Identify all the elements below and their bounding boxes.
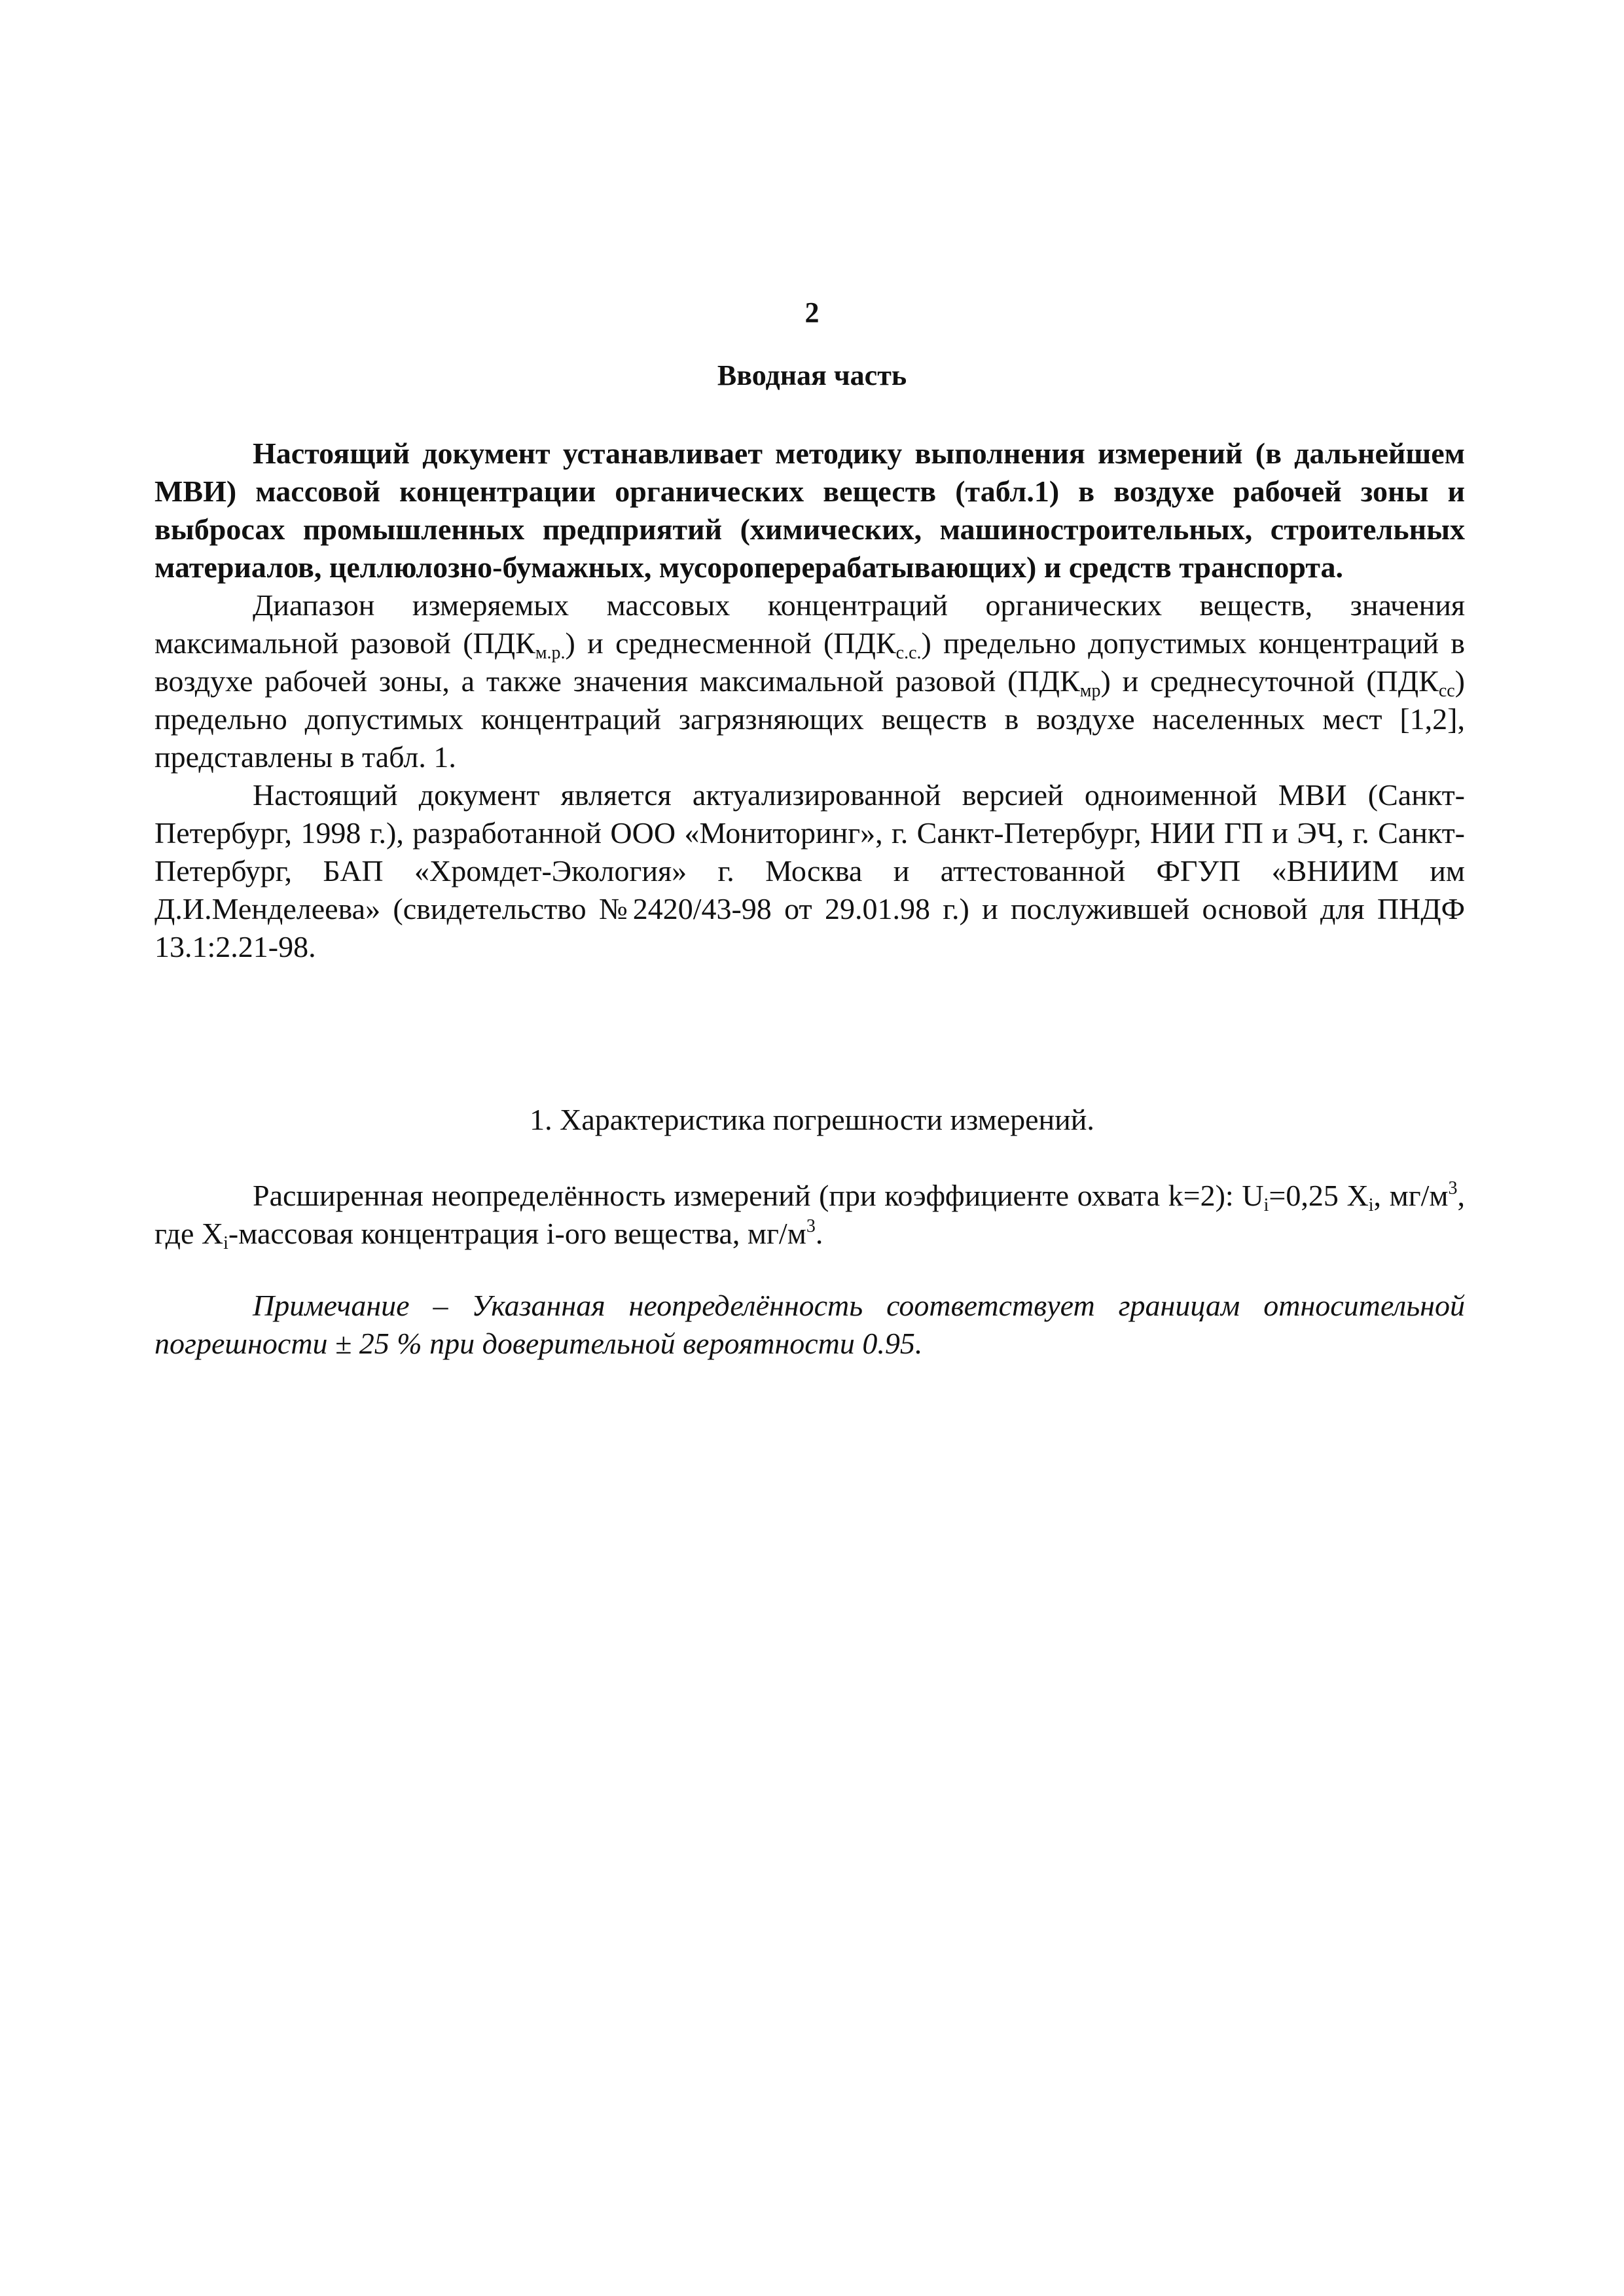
unc-text-e: -массовая концентрация i-ого вещества, мг/м: [228, 1217, 806, 1250]
unc-text-f: .: [815, 1217, 823, 1250]
unc-sub-i-1: i: [1263, 1195, 1269, 1215]
unc-text-b: =0,25 X: [1269, 1179, 1369, 1212]
unc-sub-i-3: i: [223, 1233, 228, 1253]
note-section: [154, 1287, 1465, 1363]
p2-text-d: ) и среднесуточной (ПДК: [1100, 664, 1439, 698]
p2-text-b: ) и среднесменной (ПДК: [565, 626, 896, 660]
p2-subscript-mr: м.р.: [535, 643, 566, 663]
p2-text-c: ) предельно допустимых концентраций в воздухе рабочей зоны, а также значения максимальной разовой (ПДК: [154, 626, 1466, 698]
uncertainty-paragraph: [154, 1177, 1465, 1253]
p2-subscript-ss: с.с.: [895, 643, 922, 663]
unc-sub-i-2: i: [1368, 1195, 1374, 1215]
unc-text-d: , где X: [154, 1179, 1466, 1250]
intro-paragraph-3: Настоящий документ является актуализированной версией одноименной МВИ (Санкт-Петербург, 1998 г.), разработанной ООО «Мониторинг», г. Санкт-Петербург, НИИ ГП и ЭЧ, г. Санкт-Петербург, БАП «Хромдет-Экология» г. Москва и аттестованной ФГУП «ВНИИМ им Д.И.Менделеева» (свидетельство №2420/43-98 от 29.01.98 г.) и послужившей основой для ПНДФ 13.1:2.21-98.: [154, 778, 1465, 963]
p2-subscript-ss-air: сс: [1438, 681, 1455, 701]
unc-sup-3-2: 3: [806, 1216, 816, 1236]
intro-section: [154, 435, 1465, 966]
intro-paragraph-1: Настоящий документ устанавливает методику выполнения измерений (в дальнейшем МВИ) массовой концентрации органических веществ (табл.1) в воздухе рабочей зоны и выбросах промышленных предприятий (химических, машиностроительных, строительных материалов, целлюлозно-бумажных, мусороперерабатывающих) и средств транспорта.: [154, 437, 1465, 584]
uncertainty-section: [154, 1177, 1465, 1253]
intro-heading: Вводная часть: [717, 359, 907, 391]
intro-paragraph-2: [154, 586, 1465, 776]
note-paragraph: Примечание – Указанная неопределённость соответствует границам относительной погрешности ± 25 % при доверительной вероятности 0.95.: [154, 1289, 1465, 1360]
unc-text-a: Расширенная неопределённость измерений (при коэффициенте охвата k=2): U: [253, 1179, 1264, 1212]
p2-text-a: Диапазон измеряемых массовых концентраций органических веществ, значения максимальной разовой (ПДК: [154, 588, 1465, 660]
unc-sup-3-1: 3: [1448, 1178, 1458, 1198]
p2-text-e: ) предельно допустимых концентраций загрязняющих веществ в воздухе населенных мест [1,2], представлены в табл. 1.: [154, 664, 1465, 774]
unc-text-c: , мг/м: [1373, 1179, 1449, 1212]
page-number: 2: [804, 296, 820, 329]
section-1-heading: 1. Характеристика погрешности измерений.: [530, 1103, 1094, 1136]
p2-subscript-mr-air: мр: [1079, 681, 1101, 701]
